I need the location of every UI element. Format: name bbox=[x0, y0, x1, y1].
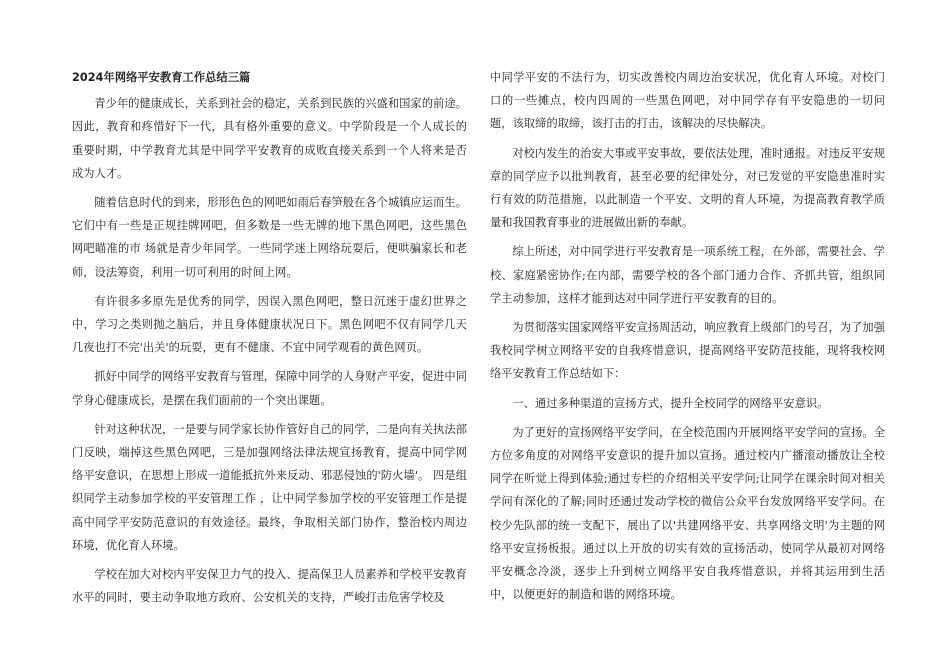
paragraph: 针对这种状况，一是要与同学家长协作管好自己的同学，二是向有关执法部门反映，端掉这些黑色网吧，三是加强网络法律法规宣扬教育，提高中同学网络平安意识，在思想上形成一道能抵抗外来反动、邪恶侵蚀的'防火墙'。 四是组织同学主动参加学校的平安管理工作 ，让中同学参加学校的平安管理工作是提高中同学平安防范意识的有效途径。最终，争取相关部门协作，整治校内周边环境，优化育人环境。 bbox=[72, 422, 467, 552]
paragraph: 青少年的健康成长，关系到社会的稳定，关系到民族的兴盛和国家的前途。因此，教育和疼惜好下一代，具有格外重要的意义。中学阶段是一个人成长的重要时期，中学教育尤其是中同学平安教育的成败直接关系到一个人将来是否成为人才。 bbox=[72, 97, 467, 180]
right-column bbox=[490, 66, 885, 612]
paragraph: 学校在加大对校内平安保卫力气的投入、提高保卫人员素养和学校平安教育水平的同时，要主动争取地方政府、公安机关的支持，严峻打击危害学校及 bbox=[72, 568, 467, 605]
paragraph: 抓好中同学的网络平安教育与管理，保障中同学的人身财产平安，促进中同学身心健康成长，是摆在我们面前的一个突出课题。 bbox=[72, 370, 467, 407]
paragraph: 随着信息时代的到来，形形色色的网吧如雨后春笋般在各个城镇应运而生。它们中有一些是正规挂牌网吧，但多数是一些无牌的地下黑色网吧，这些黑色网吧瞄准的市 场就是青少年同学。一些同学迷上网络玩耍后，便哄骗家长和老师，设法筹资，利用一切可利用的时间上网。 bbox=[72, 196, 467, 279]
paragraph: 有许很多多原先是优秀的同学，因误入黑色网吧，整日沉迷于虚幻世界之中，学习之类则抛之脑后，并且身体健康状况日下。黑色网吧不仅有同学几天几夜也打不完'出关'的玩耍，更有不健康、不宜中同学观看的黄色网页。 bbox=[72, 294, 467, 355]
left-column bbox=[72, 66, 467, 615]
paragraph: 中同学平安的不法行为，切实改善校内周边治安状况，优化育人环境。对校门口的一些摊点，校内四周的一些黑色网吧，对中同学存有平安隐患的一切问题，该取缔的取缔，该打击的打击，该解决的尽快解决。 bbox=[490, 71, 885, 131]
paragraph: 为了更好的宣扬网络平安学问，在全校范围内开展网络平安学问的宣扬。全方位多角度的对网络平安意识的提升加以宣扬。通过校内广播滚动播放让全校同学在听觉上得到体验;通过专栏的介绍相关平安学问;让同学在课余时间对相关学问有深化的了解;同时还通过发动学校的微信公众平台发放网络平安学问。在校少先队部的统一支配下，展出了以'共建网络平安、共享网络文明'为主题的网络平安宣扬板报。通过以上开放的切实有效的宣扬活动，使同学从最初对网络平安概念冷淡，逐步上升到树立网络平安自我疼惜意识，并将其运用到生活中，以便更好的制造和谐的网络环境。 bbox=[490, 425, 885, 602]
document-title: 2024年网络平安教育工作总结三篇 bbox=[72, 71, 251, 84]
paragraph: 对校内发生的治安大事或平安事故，要依法处理，准时通报。对违反平安规章的同学应予以批判教育，甚至必要的纪律处分，对已发觉的平安隐患准时实行有效的防范措施，以此制造一个平安、文明的育人环境，为提高教育教学质量和我国教育事业的进展做出新的奉献。 bbox=[490, 146, 885, 230]
paragraph: 综上所述，对中同学进行平安教育是一项系统工程，在外部，需要社会、学校、家庭紧密协作;在内部，需要学校的各个部门通力合作、齐抓共管，组织同学主动参加，这样才能到达对中同学进行平安教育的目的。 bbox=[490, 245, 885, 305]
section-heading: 一、通过多种渠道的宣扬方式，提升全校同学的网络平安意识。 bbox=[512, 396, 829, 410]
paragraph: 为贯彻落实国家网络平安宣扬周活动，响应教育上级部门的号召，为了加强我校同学树立网络平安的自我疼惜意识，提高网络平安防范技能，现将我校网络平安教育工作总结如下： bbox=[490, 321, 885, 381]
